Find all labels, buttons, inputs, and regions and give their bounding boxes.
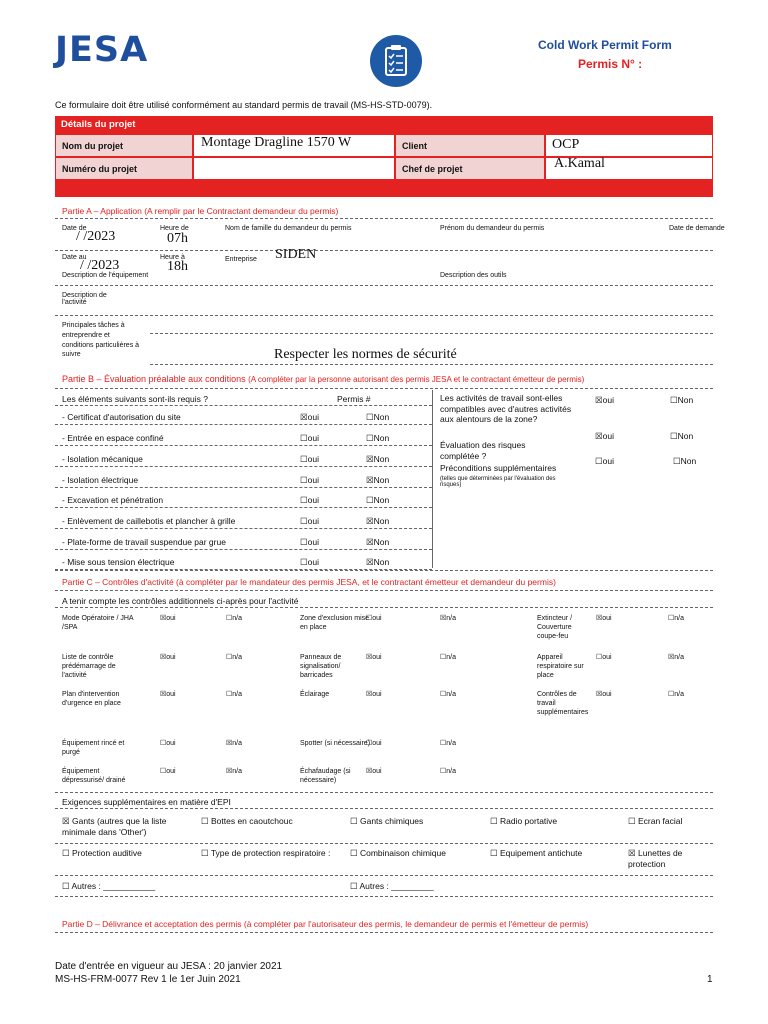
control-label: Équipement dépressurisé/ drainé: [62, 768, 126, 785]
partb-item-non[interactable]: ☐Non: [366, 412, 390, 422]
risk-assessment-non[interactable]: ☐Non: [670, 431, 694, 441]
client-label: Client: [395, 134, 545, 157]
project-name-value: Montage Dragline 1570 W: [201, 135, 352, 150]
part-b-title-prefix: Partie B – Évaluation préalable aux conditions: [62, 374, 246, 384]
risk-assessment-label: Évaluation des risques complétée ?: [440, 440, 526, 461]
partb-item-label: - Isolation mécanique: [62, 454, 143, 464]
divider: [55, 507, 432, 508]
hour-from-label: Heure de: [160, 225, 189, 232]
divider: [55, 896, 713, 897]
partb-item-non[interactable]: ☒Non: [366, 475, 390, 485]
control-oui[interactable]: ☒oui: [160, 615, 176, 622]
epi-option[interactable]: ☐ Bottes en caoutchouc: [201, 816, 293, 826]
part-b-title-suffix: (A compléter par la personne autorisant des permis JESA et le contractant émetteur de permis): [248, 375, 585, 384]
control-label: Éclairage: [300, 691, 330, 698]
control-label: Plan d'intervention d'urgence en place: [62, 691, 121, 708]
project-section-title: Détails du projet: [61, 119, 136, 130]
part-b-title: [62, 374, 584, 384]
epi-option[interactable]: ☒ Gants (autres que la liste minimale dans 'Other'): [62, 816, 167, 837]
partb-item-oui[interactable]: ☐oui: [300, 537, 319, 547]
preconditions-note: (telles que déterminées par l'évaluation des risques): [440, 476, 556, 488]
control-na[interactable]: ☒n/a: [226, 768, 243, 775]
family-name-label: Nom de famille du demandeur du permis: [225, 225, 352, 232]
tasks-label: Principales tâches à entreprendre et conditions particulières à suivre: [62, 322, 140, 359]
control-na[interactable]: ☐n/a: [668, 615, 685, 622]
partb-item-non[interactable]: ☒Non: [366, 516, 390, 526]
control-na[interactable]: ☐n/a: [440, 740, 457, 747]
control-label: Mode Opératoire / JHA /SPA: [62, 615, 134, 632]
partb-item-non[interactable]: ☐Non: [366, 495, 390, 505]
partb-item-oui[interactable]: ☐oui: [300, 433, 319, 443]
control-na[interactable]: ☐n/a: [226, 615, 243, 622]
divider: [55, 218, 713, 219]
part-d-title: Partie D – Délivrance et acceptation des permis (à compléter par l'autorisateur des permis, le demandeur de permis et l'émetteur de permis): [62, 919, 589, 929]
partb-item-oui[interactable]: ☐oui: [300, 475, 319, 485]
divider: [55, 250, 713, 251]
project-number-label: Numéro du projet: [55, 157, 193, 180]
project-section-header: [55, 116, 713, 134]
control-label: Extincteur / Couverture coupe-feu: [537, 615, 573, 641]
tasks-value[interactable]: Respecter les normes de sécurité: [274, 347, 457, 362]
partb-item-label: - Mise sous tension électrique: [62, 557, 175, 567]
divider: [150, 364, 713, 365]
partb-item-oui[interactable]: ☐oui: [300, 495, 319, 505]
client-field[interactable]: [545, 134, 713, 157]
control-oui[interactable]: ☒oui: [160, 654, 176, 661]
divider: [150, 333, 713, 334]
footer-effective-date: Date d'entrée en vigueur au JESA : 20 janvier 2021: [55, 961, 283, 972]
jesa-logo: JESA: [55, 30, 149, 70]
control-na[interactable]: ☐n/a: [668, 691, 685, 698]
control-label: Zone d'exclusion mise en place: [300, 615, 370, 632]
hour-to-value[interactable]: 18h: [167, 259, 188, 274]
project-manager-label: Chef de projet: [395, 157, 545, 180]
control-oui[interactable]: ☐oui: [366, 615, 382, 622]
divider: [55, 466, 432, 467]
part-a-title: Partie A – Application (A remplir par le Contractant demandeur du permis): [62, 206, 339, 216]
divider: [55, 570, 713, 571]
partb-item-label: - Certificat d'autorisation du site: [62, 412, 181, 422]
date-from-label: Date de: [62, 225, 87, 232]
compatibility-non[interactable]: ☐Non: [670, 395, 694, 405]
epi-other-2[interactable]: ☐ Autres : _________: [350, 881, 434, 891]
control-na[interactable]: ☒n/a: [226, 740, 243, 747]
divider: [55, 285, 713, 286]
control-oui[interactable]: ☒oui: [160, 691, 176, 698]
control-na[interactable]: ☒n/a: [440, 615, 457, 622]
control-oui[interactable]: ☒oui: [366, 691, 382, 698]
epi-option[interactable]: ☐ Gants chimiques: [350, 816, 424, 826]
control-na[interactable]: ☐n/a: [440, 654, 457, 661]
control-na[interactable]: ☐n/a: [440, 691, 457, 698]
hour-from-value[interactable]: 07h: [167, 231, 188, 246]
control-oui[interactable]: ☐oui: [366, 740, 382, 747]
form-title: Cold Work Permit Form: [538, 38, 672, 52]
divider: [55, 388, 713, 389]
partb-item-label: - Isolation électrique: [62, 475, 139, 485]
control-oui[interactable]: ☐oui: [596, 654, 612, 661]
divider: [55, 808, 713, 809]
preconditions-label: Préconditions supplémentaires: [440, 463, 557, 473]
partb-item-non[interactable]: ☒Non: [366, 454, 390, 464]
partb-item-oui[interactable]: ☐oui: [300, 454, 319, 464]
compatibility-label: Les activités de travail sont-elles compatibles avec d'autres activités aux alentours de la zone?: [440, 393, 572, 425]
epi-option[interactable]: ☐ Type de protection respiratoire :: [201, 848, 331, 858]
epi-option[interactable]: ☐ Equipement antichute: [490, 848, 583, 858]
epi-title: Exigences supplémentaires en matière d'EPI: [62, 797, 231, 807]
first-name-label: Prénom du demandeur du permis: [440, 225, 545, 232]
divider: [55, 528, 432, 529]
project-manager-field[interactable]: [545, 157, 713, 180]
epi-option[interactable]: ☐ Ecran facial: [628, 816, 683, 826]
permit-number-label: Permis N° :: [578, 57, 643, 71]
compatibility-oui[interactable]: ☒oui: [595, 395, 614, 405]
control-oui[interactable]: ☐oui: [160, 768, 176, 775]
control-label: Contrôles de travail supplémentaires: [537, 691, 589, 717]
partb-item-oui[interactable]: ☒oui: [300, 412, 319, 422]
control-label: Panneaux de signalisation/ barricades: [300, 654, 342, 680]
control-label: Échafaudage (si nécessaire): [300, 768, 351, 785]
divider: [55, 607, 713, 608]
partb-item-oui[interactable]: ☐oui: [300, 516, 319, 526]
partb-item-oui[interactable]: ☐oui: [300, 557, 319, 567]
divider: [55, 792, 713, 793]
project-number-field[interactable]: [193, 157, 395, 180]
activity-label: Description de l'activité: [62, 292, 107, 306]
partb-item-label: - Plate-forme de travail suspendue par grue: [62, 537, 226, 547]
control-na[interactable]: ☐n/a: [440, 768, 457, 775]
control-oui[interactable]: ☒oui: [596, 691, 612, 698]
control-na[interactable]: ☐n/a: [226, 691, 243, 698]
clipboard-icon: [370, 35, 422, 87]
hour-to-label: Heure à: [160, 254, 185, 261]
epi-option[interactable]: ☒ Lunettes de protection: [628, 848, 683, 869]
part-c-title: Partie C – Contrôles d'activité (à compléter par le mandateur des permis JESA, et le contractant émetteur et demandeur du permis): [62, 577, 556, 587]
risk-assessment-oui[interactable]: ☒oui: [595, 431, 614, 441]
project-manager-value: A.Kamal: [554, 156, 605, 171]
epi-option[interactable]: ☐ Radio portative: [490, 816, 558, 826]
control-na[interactable]: ☒n/a: [668, 654, 685, 661]
project-section-footer: [55, 180, 713, 197]
partb-item-label: - Excavation et pénétration: [62, 495, 164, 505]
preconditions-non[interactable]: ☐Non: [673, 456, 697, 466]
divider: [432, 390, 433, 568]
control-label: Liste de contrôle prédémarrage de l'activité: [62, 654, 116, 680]
divider: [55, 549, 432, 550]
control-oui[interactable]: ☐oui: [160, 740, 176, 747]
divider: [55, 843, 713, 844]
equipment-label: Description de l'équipement: [62, 272, 149, 279]
control-label: Appareil respiratoire sur place: [537, 654, 584, 680]
company-value[interactable]: SIDEN: [275, 247, 317, 262]
control-label: Équipement rincé et purgé: [62, 740, 125, 757]
date-to-value[interactable]: / /2023: [80, 258, 120, 273]
epi-option[interactable]: ☐ Protection auditive: [62, 848, 142, 858]
tools-label: Description des outils: [440, 272, 507, 279]
divider: [55, 590, 713, 591]
divider: [55, 315, 713, 316]
page-number: 1: [707, 974, 713, 985]
control-label: Spotter (si nécessaire): [300, 740, 371, 747]
epi-option[interactable]: ☐ Combinaison chimique: [350, 848, 446, 858]
part-b-question: Les éléments suivants sont-ils requis ?: [62, 394, 208, 404]
part-c-subtitle: A tenir compte les contrôles additionnels ci-après pour l'activité: [62, 596, 299, 606]
divider: [55, 424, 432, 425]
epi-other-1[interactable]: ☐ Autres : ___________: [62, 881, 156, 891]
partb-item-label: - Entrée en espace confiné: [62, 433, 164, 443]
partb-item-non[interactable]: ☒Non: [366, 557, 390, 567]
permit-column-header: Permis #: [337, 394, 371, 404]
preconditions-oui[interactable]: ☐oui: [595, 456, 614, 466]
partb-item-non[interactable]: ☒Non: [366, 537, 390, 547]
divider: [55, 405, 432, 406]
control-oui[interactable]: ☒oui: [366, 768, 382, 775]
partb-item-non[interactable]: ☐Non: [366, 433, 390, 443]
divider: [55, 487, 432, 488]
divider: [55, 445, 432, 446]
project-name-field[interactable]: [193, 134, 395, 157]
project-name-label: Nom du projet: [55, 134, 193, 157]
date-from-value[interactable]: / /2023: [76, 229, 116, 244]
footer-doc-ref: MS-HS-FRM-0077 Rev 1 le 1er Juin 2021: [55, 974, 241, 985]
control-na[interactable]: ☐n/a: [226, 654, 243, 661]
divider: [55, 875, 713, 876]
intro-text: Ce formulaire doit être utilisé conformément au standard permis de travail (MS-HS-STD-0079).: [55, 100, 433, 110]
company-label: Entreprise: [225, 256, 257, 263]
partb-item-label: - Enlèvement de caillebotis et plancher à grille: [62, 516, 236, 526]
control-oui[interactable]: ☒oui: [366, 654, 382, 661]
divider: [55, 932, 713, 933]
request-date-label: Date de demande: [669, 225, 725, 232]
client-value: OCP: [552, 137, 580, 152]
date-to-label: Date au: [62, 254, 87, 261]
control-oui[interactable]: ☒oui: [596, 615, 612, 622]
